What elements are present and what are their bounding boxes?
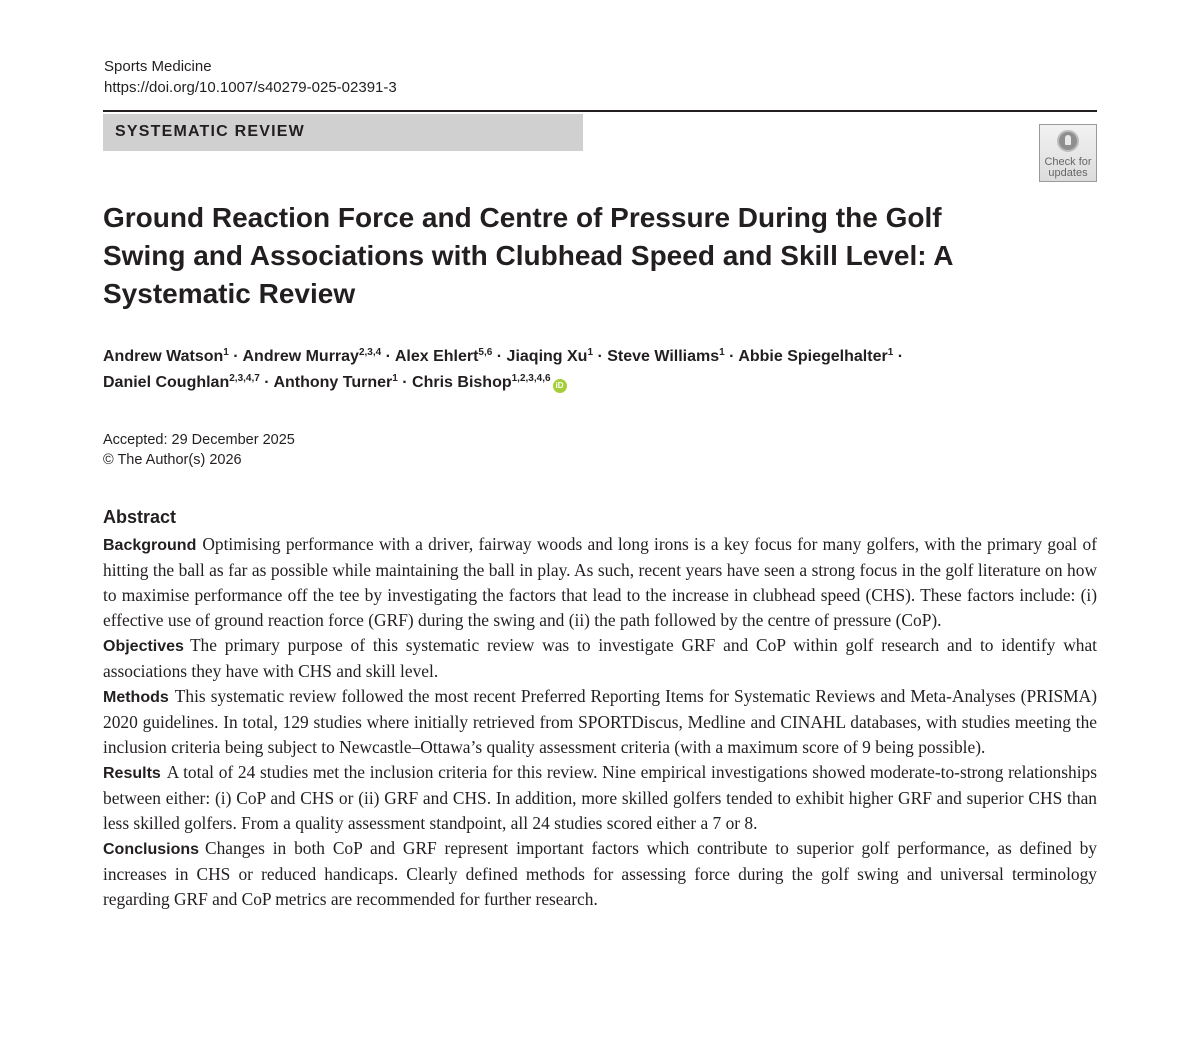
author-list	[103, 344, 1063, 396]
author-separator: ·	[397, 374, 413, 391]
article-type-band	[103, 114, 583, 151]
orcid-icon[interactable]: iD	[553, 379, 567, 393]
abstract-section-label: Objectives	[103, 638, 184, 655]
author-affiliation: 1,2,3,4,6	[511, 373, 551, 384]
author-affiliation: 1	[223, 347, 229, 358]
author-separator: ·	[724, 348, 739, 365]
author-name: Jiaqing Xu	[506, 348, 588, 365]
abstract-section-text: A total of 24 studies met the inclusion criteria for this review. Nine empirical investigations showed moderate-to-strong relationships between either: (i) CoP and CHS or (ii) GRF and CHS. In addition, more skilled golfers tended to exhibit higher GRF and superior CHS than less skilled golfers. From a quality assessment standpoint, all 24 studies scored either a 7 or 8.	[103, 762, 1097, 833]
author-name: Anthony Turner	[273, 374, 393, 391]
author-name: Abbie Spiegelhalter	[738, 348, 888, 365]
author-affiliation: 1	[719, 347, 725, 358]
abstract-section-background	[103, 532, 1097, 633]
author-separator: ·	[593, 348, 608, 365]
author[interactable]	[507, 348, 593, 365]
accepted-date: Accepted: 29 December 2025	[103, 432, 295, 448]
author-separator: ·	[492, 348, 507, 365]
author-name: Chris Bishop	[412, 374, 512, 391]
badge-line-2: updates	[1048, 167, 1088, 179]
crossmark-icon	[1057, 130, 1079, 152]
author[interactable]	[103, 374, 260, 391]
author[interactable]	[242, 348, 381, 365]
abstract-section-label: Background	[103, 537, 197, 554]
author[interactable]	[273, 374, 397, 391]
copyright: © The Author(s) 2026	[103, 452, 242, 468]
author-name: Andrew Murray	[242, 348, 359, 365]
abstract-section-results	[103, 760, 1097, 836]
abstract-heading: Abstract	[103, 507, 177, 527]
abstract-section-objectives	[103, 633, 1097, 684]
author-affiliation: 2,3,4	[358, 347, 382, 358]
doi-link[interactable]: https://doi.org/10.1007/s40279-025-02391-3	[104, 79, 397, 96]
journal-header	[104, 56, 397, 98]
author-separator: ·	[259, 374, 274, 391]
author-affiliation: 1	[887, 347, 894, 358]
author[interactable]	[738, 348, 893, 365]
abstract-section-conclusions	[103, 836, 1097, 912]
abstract-body	[103, 532, 1097, 912]
header-rule	[103, 110, 1097, 112]
abstract-section-text: This systematic review followed the most recent Preferred Reporting Items for Systematic Reviews and Meta-Analyses (PRISMA) 2020 guidelines. In total, 129 studies where initially retrieved from SPORTDiscus, Medline and CINAHL databases, with studies meeting the inclusion criteria being subject to Newcastle–Ottawa’s quality assessment criteria (with a maximum score of 9 being possible).	[103, 686, 1097, 757]
article-type: SYSTEMATIC REVIEW	[115, 123, 305, 140]
author[interactable]	[607, 348, 724, 365]
abstract-section-label: Methods	[103, 689, 169, 706]
badge-text	[1040, 157, 1096, 179]
author[interactable]	[412, 374, 550, 391]
author[interactable]	[395, 348, 493, 365]
author-name: Alex Ehlert	[394, 348, 479, 365]
author-separator: ·	[381, 348, 395, 365]
abstract-section-label: Conclusions	[103, 841, 200, 858]
author-affiliation: 5,6	[478, 347, 493, 358]
paper-title: Ground Reaction Force and Centre of Pressure During the Golf Swing and Associations with Clubhead Speed and Skill Level: A Systematic Review	[103, 202, 953, 309]
author-name: Steve Williams	[607, 348, 720, 365]
author-separator: ·	[893, 348, 904, 365]
journal-name: Sports Medicine	[104, 58, 212, 75]
abstract-section-text: Changes in both CoP and GRF represent important factors which contribute to superior golf performance, as defined by increases in CHS or reduced handicaps. Clearly defined methods for assessing force during the golf swing and universal terminology regarding GRF and CoP metrics are recommended for further research.	[103, 838, 1097, 909]
author-affiliation: 2,3,4,7	[229, 373, 260, 384]
abstract-section-methods	[103, 684, 1097, 760]
abstract-section-text: Optimising performance with a driver, fairway woods and long irons is a key focus for many golfers, with the primary goal of hitting the ball as far as possible while maintaining the ball in play. As such, recent years have seen a strong focus in the golf literature on how to maximise performance off the tee by investigating the factors that lead to the increase in clubhead speed (CHS). These factors include: (i) effective use of ground reaction force (GRF) during the swing and (ii) the path followed by the centre of pressure (CoP).	[103, 534, 1097, 630]
author-affiliation: 1	[587, 347, 594, 358]
author-affiliation: 1	[392, 373, 398, 384]
check-for-updates-badge[interactable]	[1039, 124, 1097, 182]
author[interactable]	[103, 348, 229, 365]
abstract-section-text: The primary purpose of this systematic review was to investigate GRF and CoP within golf research and to identify what associations they have with CHS and skill level.	[103, 635, 1097, 681]
article-dates	[103, 430, 295, 470]
abstract-section-label: Results	[103, 765, 161, 782]
badge-line-1: Check for	[1044, 156, 1092, 168]
author-separator: ·	[228, 348, 243, 365]
author-name: Andrew Watson	[103, 348, 224, 365]
author-name: Daniel Coughlan	[103, 374, 230, 391]
